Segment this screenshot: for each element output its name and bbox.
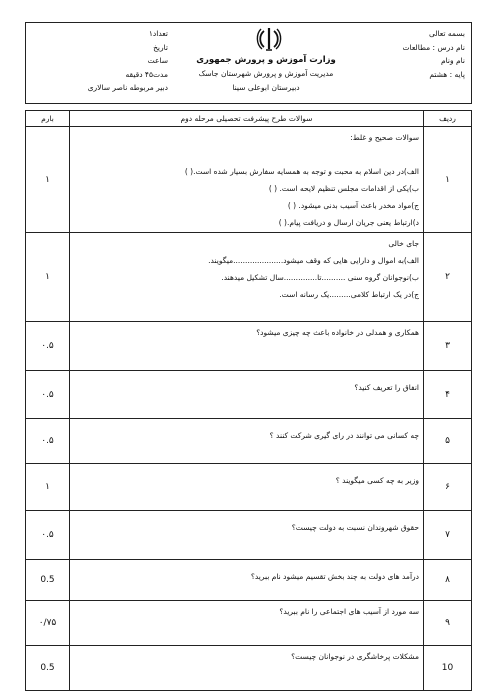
question-number: ۵ <box>424 419 472 464</box>
school-name: دبیرستان ابوعلی سینا <box>232 83 300 92</box>
question-score: ۰.۵ <box>26 371 70 419</box>
header-center-block <box>176 53 356 95</box>
question-line: حقوق شهروندان نسبت به دولت چیست؟ <box>291 523 419 532</box>
question-line: سوالات صحیح و غلط: <box>350 133 419 142</box>
question-number: ۹ <box>424 601 472 646</box>
question-row <box>26 419 472 464</box>
header-left-line: ساعت <box>147 56 168 65</box>
header-left-line: تعداد۱ <box>148 29 168 38</box>
question-score: ۰.۵ <box>26 511 70 560</box>
question-number: 10 <box>424 646 472 691</box>
header-left-line: تاریخ <box>153 42 168 52</box>
question-row <box>26 464 472 511</box>
header-right-line: نام درس : مطالعات <box>402 42 465 52</box>
question-line: انفاق را تعریف کنید؟ <box>354 383 419 392</box>
question-row <box>26 322 472 371</box>
question-text <box>70 464 424 511</box>
question-text <box>70 322 424 371</box>
header-right-block <box>402 27 465 81</box>
question-line: چه کسانی می توانند در رای گیری شرکت کنند ؟ <box>269 431 419 440</box>
question-number: ۶ <box>424 464 472 511</box>
question-number: ۱ <box>424 127 472 233</box>
question-line: سه مورد از آسیب های اجتماعی را نام ببرید؟ <box>279 607 419 616</box>
question-score: ۰.۵ <box>26 419 70 464</box>
question-text <box>70 511 424 560</box>
header-left-line: دبیر مربوطه ناصر سالاری <box>87 83 168 92</box>
header-right-line: نام ونام <box>440 56 465 65</box>
iran-emblem-icon <box>254 25 284 53</box>
question-text <box>70 127 424 233</box>
question-text <box>70 646 424 691</box>
question-score: ۱ <box>26 127 70 233</box>
question-score: ۰.۵ <box>26 322 70 371</box>
question-line: ج)در یک ارتباط کلامی.........یک رسانه است. <box>279 290 419 299</box>
question-line: همکاری و همدلی در خانواده باعث چه چیزی میشود؟ <box>256 328 419 337</box>
question-score: ۱ <box>26 233 70 322</box>
question-row <box>26 646 472 691</box>
question-line: جای خالی <box>388 239 419 248</box>
question-line: ج)مواد مخدر باعث آسیب بدنی میشود. ( ) <box>287 201 419 210</box>
question-number: ۴ <box>424 371 472 419</box>
question-row <box>26 511 472 560</box>
question-text <box>70 233 424 322</box>
question-score: 0.5 <box>26 646 70 691</box>
exam-header <box>25 22 472 104</box>
question-number: ۷ <box>424 511 472 560</box>
question-score: ۱ <box>26 464 70 511</box>
table-header-row <box>26 111 472 127</box>
question-number: ۳ <box>424 322 472 371</box>
question-score: 0.5 <box>26 560 70 601</box>
question-row <box>26 560 472 601</box>
column-header-row-number: ردیف <box>424 111 472 127</box>
question-score: ۰/۷۵ <box>26 601 70 646</box>
question-row <box>26 371 472 419</box>
question-line: د)ارتباط یعنی جریان ارسال و دریافت پیام.( ) <box>278 218 419 227</box>
question-line: ب)یکی از اقدامات مجلس تنظیم لایحه است. ( ) <box>268 184 419 193</box>
question-text <box>70 560 424 601</box>
question-row <box>26 127 472 233</box>
ministry-title: وزارت آموزش و پرورش جمهوری <box>196 55 336 65</box>
question-line: الف)به اموال و دارایی هایی که وقف میشود.....................میگویند. <box>208 256 419 265</box>
questions-table <box>25 110 472 691</box>
question-line: وزیر به چه کسی میگویند ؟ <box>335 476 419 485</box>
header-right-line: بسمه تعالی <box>428 29 465 38</box>
question-line <box>74 146 419 163</box>
question-row <box>26 601 472 646</box>
header-left-block <box>68 27 168 95</box>
question-line: ب)نوجوانان گروه سنی ..........تا..............سال تشکیل میدهند. <box>221 273 419 282</box>
column-header-score: بارم <box>26 111 70 127</box>
column-header-questions: سوالات طرح پیشرفت تحصیلی مرحله دوم <box>70 111 424 127</box>
question-line: درآمد های دولت به چند بخش تقسیم میشود نام ببرید؟ <box>250 572 419 581</box>
header-right-line: پایه : هشتم <box>429 69 465 79</box>
question-line: مشکلات پرخاشگری در نوجوانان چیست؟ <box>291 652 419 661</box>
question-text <box>70 601 424 646</box>
question-number: ۸ <box>424 560 472 601</box>
question-line: الف)در دین اسلام به محبت و توجه به همسایه سفارش بسیار شده است.( ) <box>184 167 419 176</box>
question-text <box>70 371 424 419</box>
header-left-line: مدت۴۵ دقیقه <box>125 69 168 79</box>
question-text <box>70 419 424 464</box>
question-row <box>26 233 472 322</box>
question-number: ۲ <box>424 233 472 322</box>
district-office: مدیریت آموزش و پرورش شهرستان جاسک <box>198 69 334 78</box>
